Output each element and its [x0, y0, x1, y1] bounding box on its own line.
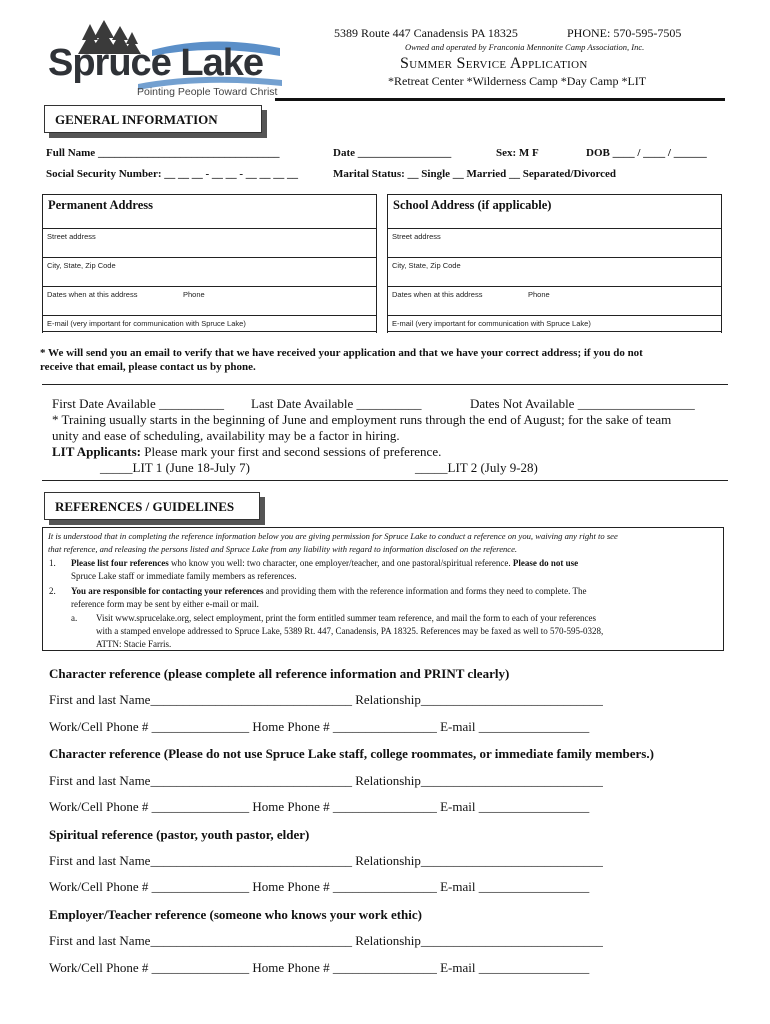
divider — [387, 228, 721, 229]
date-field[interactable]: Date _________________ — [333, 147, 452, 159]
guideline-2-bold: You are responsible for contacting your references — [71, 586, 264, 596]
divider — [387, 257, 721, 258]
ref-4-name-field[interactable]: First and last Name_______________________________ Relationship____________________________ — [49, 933, 603, 948]
perm-dates-field[interactable]: Dates when at this address — [47, 290, 138, 299]
guideline-1 — [71, 558, 578, 568]
ref-3-name-field[interactable]: First and last Name_______________________________ Relationship____________________________ — [49, 853, 603, 868]
logo-wordmark: Spruce Lake — [48, 42, 263, 84]
ref-1-phones-field[interactable]: Work/Cell Phone # _______________ Home Phone # ________________ E-mail _________________ — [49, 719, 590, 734]
guideline-2-number: 2. — [49, 586, 56, 596]
divider — [387, 286, 721, 287]
guideline-1-text: who know you well: two character, one employer/teacher, and one pastoral/spiritual reference. — [168, 558, 511, 568]
section-general-information: GENERAL INFORMATION — [44, 105, 262, 133]
ref-3-phones-field[interactable]: Work/Cell Phone # _______________ Home Phone # ________________ E-mail _________________ — [49, 879, 590, 894]
school-city-field[interactable]: City, State, Zip Code — [392, 261, 461, 270]
lit-applicants-note — [52, 444, 441, 460]
divider — [42, 257, 376, 258]
ssn-field[interactable]: Social Security Number: __ __ __ - __ __ - __ __ __ __ — [46, 168, 299, 180]
ref-1-heading: Character reference (please complete all reference information and PRINT clearly) — [49, 666, 510, 681]
ref-2-phones-field[interactable]: Work/Cell Phone # _______________ Home Phone # ________________ E-mail _________________ — [49, 799, 590, 814]
permanent-address-heading: Permanent Address — [48, 198, 153, 212]
guideline-1-bold: Please list four references — [71, 558, 169, 568]
ref-4-phones-field[interactable]: Work/Cell Phone # _______________ Home Phone # ________________ E-mail _________________ — [49, 960, 590, 975]
divider — [387, 315, 721, 316]
lit-label: LIT Applicants: — [52, 444, 141, 459]
school-email-field[interactable]: E-mail (very important for communication with Spruce Lake) — [392, 319, 591, 328]
email-notice-line-2: receive that email, please contact us by phone. — [40, 361, 256, 373]
divider — [42, 315, 376, 316]
school-dates-field[interactable]: Dates when at this address — [392, 290, 483, 299]
guideline-2a-line-3: ATTN: Stacie Farris. — [96, 639, 172, 649]
availability-top-rule — [42, 384, 728, 385]
form-title: Summer Service Application — [400, 55, 588, 72]
guideline-2 — [71, 586, 586, 596]
header-phone: PHONE: 570-595-7505 — [567, 26, 682, 40]
divider — [42, 228, 376, 229]
guidelines-intro-line-1: It is understood that in completing the reference information below you are giving permission for Spruce Lake to conduct a reference on you, waiving any right to see — [48, 531, 618, 541]
ref-2-name-field[interactable]: First and last Name_______________________________ Relationship____________________________ — [49, 773, 603, 788]
perm-email-field[interactable]: E-mail (very important for communication with Spruce Lake) — [47, 319, 246, 328]
training-note-line-2: unity and ease of scheduling, availability may be a factor in hiring. — [52, 428, 400, 443]
ref-2-heading: Character reference (Please do not use Spruce Lake staff, college roommates, or immediate family members.) — [49, 746, 654, 761]
guideline-2a-line-2: with a stamped envelope addressed to Spruce Lake, 5389 Rt. 447, Canadensis, PA 18325. References may be faxed as well to 570-595-0328, — [96, 626, 604, 636]
school-address-heading: School Address (if applicable) — [393, 198, 552, 212]
email-notice-line-1: * We will send you an email to verify that we have received your application and that we have your correct address; if you do not — [40, 347, 643, 359]
school-street-field[interactable]: Street address — [392, 232, 441, 241]
divider — [42, 331, 376, 332]
marital-status-field[interactable]: Marital Status: __ Single __ Married __ Separated/Divorced — [333, 168, 617, 180]
guideline-2-line-2: reference form may be sent by either e-mail or mail. — [71, 599, 259, 609]
header-address: 5389 Route 447 Canadensis PA 18325 — [334, 26, 518, 40]
ref-4-heading: Employer/Teacher reference (someone who knows your work ethic) — [49, 907, 422, 922]
training-note-line-1: * Training usually starts in the beginning of June and employment runs through the end of August; for the sake of team — [52, 412, 672, 427]
ref-3-heading: Spiritual reference (pastor, youth pastor, elder) — [49, 827, 310, 842]
guidelines-intro-line-2: that reference, and releasing the persons listed and Spruce Lake from any liability with regard to information disclosed on the reference. — [48, 544, 518, 554]
logo-tagline: Pointing People Toward Christ — [137, 86, 278, 98]
dob-field[interactable]: DOB ____ / ____ / ______ — [586, 147, 707, 159]
perm-phone-field[interactable]: Phone — [183, 290, 205, 299]
first-date-available-field[interactable]: First Date Available __________ — [52, 396, 224, 411]
lit2-option[interactable]: _____LIT 2 (July 9-28) — [415, 460, 538, 475]
sex-field[interactable]: Sex: M F — [496, 147, 539, 159]
perm-city-field[interactable]: City, State, Zip Code — [47, 261, 116, 270]
guideline-2a-letter: a. — [71, 613, 78, 623]
header-owned-by: Owned and operated by Franconia Mennonite Camp Association, Inc. — [405, 42, 645, 52]
guideline-2-text: and providing them with the reference information and forms they need to complete. The — [263, 586, 587, 596]
perm-street-field[interactable]: Street address — [47, 232, 96, 241]
divider — [387, 331, 721, 332]
full-name-field[interactable]: Full Name _________________________________ — [46, 147, 280, 159]
availability-bottom-rule — [42, 480, 728, 481]
header-rule — [275, 98, 725, 101]
ref-1-name-field[interactable]: First and last Name_______________________________ Relationship____________________________ — [49, 692, 603, 707]
lit-text: Please mark your first and second sessions of preference. — [141, 444, 442, 459]
program-list: *Retreat Center *Wilderness Camp *Day Camp *LIT — [388, 74, 647, 88]
guideline-1-number: 1. — [49, 558, 56, 568]
school-phone-field[interactable]: Phone — [528, 290, 550, 299]
guideline-1-bold-2: Please do not use — [510, 558, 579, 568]
guideline-1-line-2: Spruce Lake staff or immediate family members as references. — [71, 571, 297, 581]
last-date-available-field[interactable]: Last Date Available __________ — [251, 396, 422, 411]
dates-not-available-field[interactable]: Dates Not Available __________________ — [470, 396, 695, 411]
guideline-2a-line-1: Visit www.sprucelake.org, select employment, print the form entitled summer team reference, and mail the form to each of your references — [96, 613, 597, 623]
lit1-option[interactable]: _____LIT 1 (June 18-July 7) — [100, 460, 250, 475]
divider — [42, 286, 376, 287]
section-references-guidelines: REFERENCES / GUIDELINES — [44, 492, 260, 520]
